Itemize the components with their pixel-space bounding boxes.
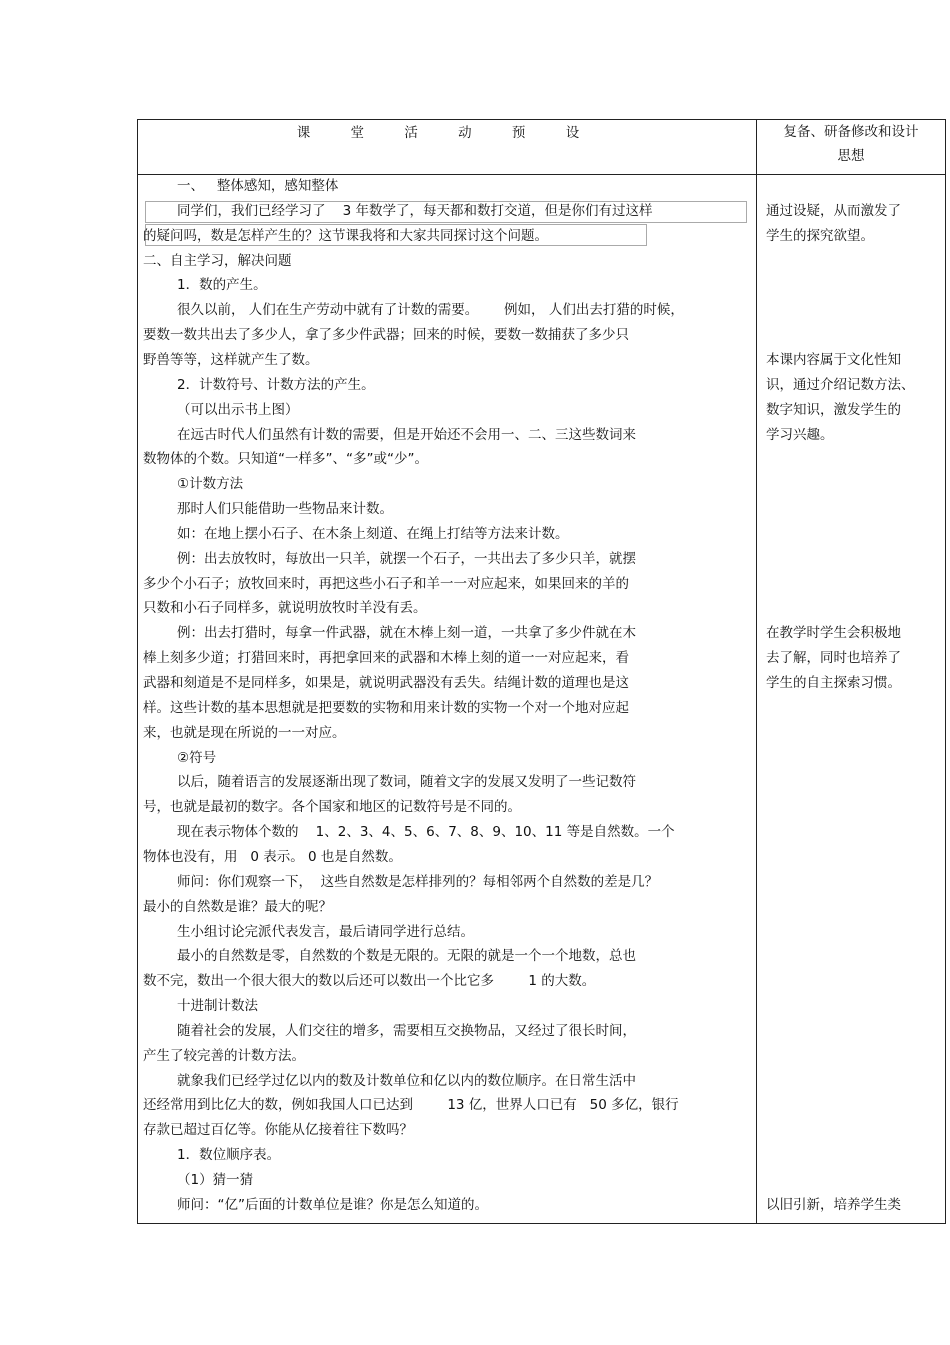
content-line: 样。这些计数的基本思想就是把要数的实物和用来计数的实物一个对一个地对应起: [143, 699, 629, 716]
table-header-row: [138, 120, 946, 175]
content-line: 产生了较完善的计数方法。: [143, 1047, 305, 1064]
side-note-line: 以旧引新，培养学生类: [766, 1196, 901, 1213]
content-line: 野兽等等，这样就产生了数。: [143, 351, 319, 368]
content-line: 1．数的产生。: [177, 277, 267, 294]
side-note-line: 数字知识，激发学生的: [766, 401, 901, 418]
side-note-line: 学生的自主探索习惯。: [766, 675, 901, 691]
main-content-cell: [138, 175, 757, 1224]
content-line: 生小组讨论完派代表发言，最后请同学进行总结。: [177, 923, 474, 940]
side-note-line: 学生的探究欲望。: [766, 227, 874, 244]
content-line: 就象我们已经学过亿以内的数及计数单位和亿以内的数位顺序。在日常生活中: [177, 1072, 636, 1089]
header-side-line2: 思想: [837, 148, 865, 164]
lesson-plan-table: [137, 119, 946, 1224]
content-line: 一、 整体感知，感知整体: [177, 178, 339, 194]
content-line: 同学们，我们已经学习了 3 年数学了，每天都和数打交道，但是你们有过这样: [177, 202, 653, 219]
content-line: 物体也没有，用 0 表示。 0 也是自然数。: [143, 848, 402, 865]
content-line: 最小的自然数是谁？最大的呢？: [143, 898, 332, 915]
content-line: 那时人们只能借助一些物品来计数。: [177, 501, 393, 518]
content-line: 在远古时代人们虽然有计数的需要，但是开始还不会用一、二、三这些数词来: [177, 426, 636, 443]
side-note-line: 在教学时学生会积极地: [766, 625, 901, 642]
header-side-cell: [757, 120, 946, 175]
content-line: 数不完，数出一个很大很大的数以后还可以数出一个比它多 1 的大数。: [143, 973, 596, 990]
content-line: 例：出去放牧时，每放出一只羊，就摆一个石子，一共出去了多少只羊，就摆: [177, 550, 636, 567]
side-notes-cell: [757, 175, 946, 1224]
side-note-line: 学习兴趣。: [766, 426, 834, 443]
header-side-line1: 复备、研备修改和设计: [783, 124, 919, 140]
side-note-line: 本课内容属于文化性知: [766, 351, 901, 368]
content-line: 很久以前， 人们在生产劳动中就有了计数的需要。 例如， 人们出去打猎的时候，: [177, 302, 684, 319]
content-line: 存款已超过百亿等。你能从亿接着往下数吗？: [143, 1122, 413, 1139]
content-line: 师问：“亿”后面的计数单位是谁？你是怎么知道的。: [177, 1196, 488, 1213]
side-note-line: 通过设疑，从而激发了: [766, 202, 901, 219]
content-line: 只数和小石子同样多，就说明放牧时羊没有丢。: [143, 600, 427, 617]
content-line: 最小的自然数是零，自然数的个数是无限的。无限的就是一个一个地数，总也: [177, 948, 636, 965]
content-line: 1．数位顺序表。: [177, 1147, 281, 1164]
content-line: 武器和刻道是不是同样多，如果是，就说明武器没有丢失。结绳计数的道理也是这: [143, 675, 629, 691]
content-line: 数物体的个数。只知道“一样多”、“多”或“少”。: [143, 451, 428, 468]
content-line: 现在表示物体个数的 1、2、3、4、5、6、7、8、9、10、11 等是自然数。一个: [177, 824, 675, 841]
content-line: 2．计数符号、计数方法的产生。: [177, 376, 375, 393]
content-line: ①计数方法: [177, 476, 244, 493]
content-line: 以后，随着语言的发展逐渐出现了数词，随着文字的发展又发明了一些记数符: [177, 774, 636, 791]
content-line: 例：出去打猎时，每拿一件武器，就在木棒上刻一道，一共拿了多少件就在木: [177, 625, 636, 642]
content-line: ②符号: [177, 749, 217, 766]
content-line: 十进制计数法: [177, 998, 258, 1015]
table-body-row: [138, 175, 946, 1224]
side-note-line: 去了解，同时也培养了: [766, 650, 901, 667]
content-line: 二、自主学习，解决问题: [143, 252, 292, 269]
content-line: 的疑问吗，数是怎样产生的？这节课我将和大家共同探讨这个问题。: [143, 227, 548, 244]
side-note-line: 识，通过介绍记数方法、: [766, 376, 915, 393]
header-main-cell: [138, 120, 757, 175]
content-line: 来，也就是现在所说的一一对应。: [143, 724, 346, 741]
content-line: 如：在地上摆小石子、在木条上刻道、在绳上打结等方法来计数。: [177, 525, 569, 542]
content-line: （可以出示书上图）: [177, 401, 299, 418]
content-line: 要数一数共出去了多少人，拿了多少件武器；回来的时候，要数一数捕获了多少只: [143, 327, 629, 344]
content-line: 还经常用到比亿大的数，例如我国人口已达到 13 亿，世界人口已有 50 多亿，银行: [143, 1097, 679, 1114]
header-main-title: 课 堂 活 动 预 设: [296, 125, 598, 141]
content-line: 号，也就是最初的数字。各个国家和地区的记数符号是不同的。: [143, 799, 521, 816]
content-line: 多少个小石子；放牧回来时，再把这些小石子和羊一一对应起来，如果回来的羊的: [143, 575, 629, 592]
content-line: 随着社会的发展，人们交往的增多，需要相互交换物品，又经过了很长时间，: [177, 1022, 636, 1039]
content-line: （1）猜一猜: [177, 1172, 254, 1188]
content-line: 棒上刻多少道；打猎回来时，再把拿回来的武器和木棒上刻的道一一对应起来，看: [143, 650, 629, 667]
content-line: 师问：你们观察一下， 这些自然数是怎样排列的？每相邻两个自然数的差是几？: [177, 873, 659, 890]
